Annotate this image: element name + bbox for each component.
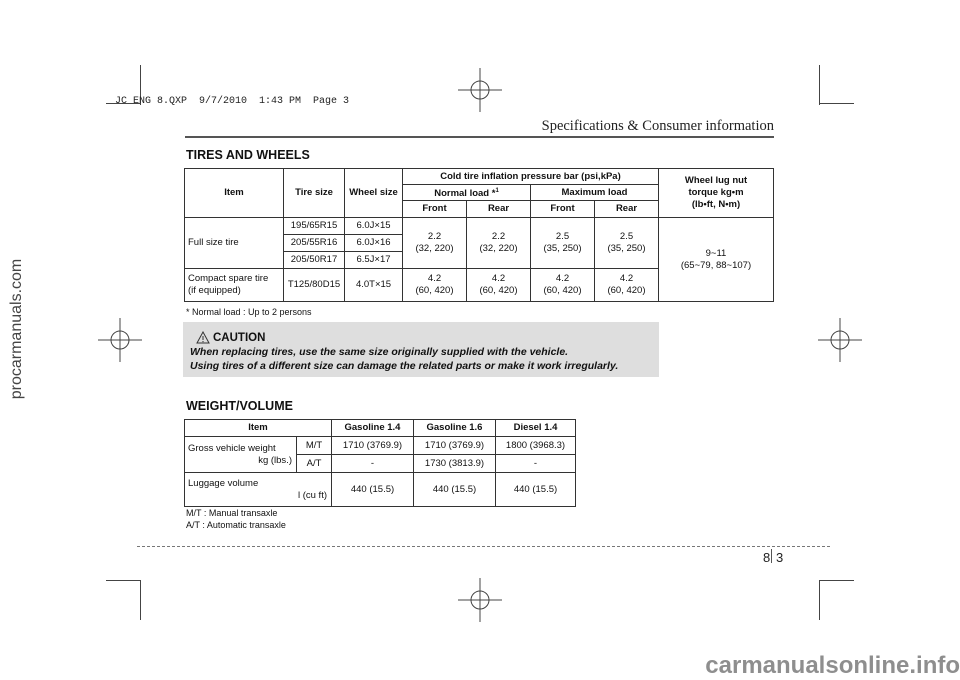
side-watermark: procarmanuals.com (8, 258, 25, 400)
value-line: Compact spare tire (188, 273, 269, 285)
weight-table (184, 419, 576, 507)
value-line: 2.5 (619, 231, 634, 243)
header-rule (185, 136, 774, 138)
full-size-wheel-size: 6.0J×16 (345, 235, 403, 252)
section-header-title: Specifications & Consumer information (541, 118, 774, 134)
value-line: (32, 220) (479, 243, 518, 255)
value-line: (35, 250) (543, 243, 582, 255)
caution-box (183, 322, 659, 377)
print-slug: JC ENG 8.QXP 9/7/2010 1:43 PM Page 3 (115, 96, 350, 107)
value-line: kg (lbs.) (258, 454, 292, 466)
full-size-tire-label: Full size tire (185, 218, 284, 269)
weight-value: 1730 (3813.9) (414, 455, 496, 473)
value-line: 4.2 (555, 273, 570, 285)
value-line: l (cu ft) (297, 489, 327, 501)
tires-header-tire-size: Tire size (284, 169, 345, 218)
weight-header-gasoline-16: Gasoline 1.6 (414, 420, 496, 437)
value-line: 2.5 (555, 231, 570, 243)
transaxle-note-automatic: A/T : Automatic transaxle (186, 520, 286, 530)
normal-load-label: Normal load * (434, 188, 496, 200)
value-line: Luggage volume (188, 477, 259, 489)
value-line: Gross vehicle weight (188, 442, 276, 454)
value-line: (60, 420) (543, 285, 582, 297)
full-size-max-rear (595, 218, 659, 269)
value-line: (65~79, 88~107) (680, 259, 752, 271)
caution-line-2: Using tires of a different size can damage the related parts or make it work irregularly. (190, 360, 619, 372)
value-line: (35, 250) (607, 243, 646, 255)
registration-mark-left-icon (95, 315, 145, 365)
normal-load-footnote-mark: 1 (495, 188, 499, 194)
luggage-value: 440 (15.5) (496, 473, 576, 507)
weight-section-title: WEIGHT/VOLUME (186, 399, 293, 413)
weight-value: 1800 (3968.3) (496, 437, 576, 455)
page-number: 3 (776, 550, 784, 565)
value-line: 9~11 (705, 247, 727, 259)
gross-vehicle-weight-label (185, 437, 297, 473)
tires-header-normal-front: Front (403, 201, 467, 218)
value-line: (60, 420) (607, 285, 646, 297)
full-size-normal-rear (467, 218, 531, 269)
weight-value: 1710 (3769.9) (414, 437, 496, 455)
full-size-tire-size: 205/50R17 (284, 252, 345, 269)
tires-footnote: * Normal load : Up to 2 persons (186, 307, 312, 317)
footer-rule (137, 546, 830, 547)
full-size-tire-size: 205/55R16 (284, 235, 345, 252)
value-line: 2.2 (491, 231, 506, 243)
tires-header-item: Item (185, 169, 284, 218)
value-line: 4.2 (491, 273, 506, 285)
luggage-value: 440 (15.5) (414, 473, 496, 507)
transaxle-type: M/T (297, 437, 332, 455)
spare-normal-front (403, 269, 467, 302)
bottom-watermark: carmanualsonline.info (705, 652, 960, 679)
full-size-wheel-size: 6.0J×15 (345, 218, 403, 235)
value-line: 2.2 (427, 231, 442, 243)
chapter-number: 8 (763, 550, 771, 565)
full-size-normal-front (403, 218, 467, 269)
value-line: 4.2 (427, 273, 442, 285)
weight-value: - (332, 455, 414, 473)
registration-mark-right-icon (815, 315, 865, 365)
tires-header-max-rear: Rear (595, 201, 659, 218)
registration-mark-bottom-icon (455, 575, 505, 625)
transaxle-note-manual: M/T : Manual transaxle (186, 508, 278, 518)
full-size-tire-size: 195/65R15 (284, 218, 345, 235)
registration-mark-top-icon (455, 65, 505, 115)
spare-max-front (531, 269, 595, 302)
spare-tire-size: T125/80D15 (284, 269, 345, 302)
tires-header-normal-rear: Rear (467, 201, 531, 218)
full-size-max-front (531, 218, 595, 269)
spare-wheel-size: 4.0T×15 (345, 269, 403, 302)
tires-header-normal-load (403, 185, 531, 201)
weight-header-diesel-14: Diesel 1.4 (496, 420, 576, 437)
value-line: (60, 420) (415, 285, 454, 297)
tires-header-wheel-size: Wheel size (345, 169, 403, 218)
full-size-wheel-size: 6.5J×17 (345, 252, 403, 269)
page-number-divider (771, 549, 772, 563)
weight-value: - (496, 455, 576, 473)
spare-tire-label (185, 269, 284, 302)
tires-table (184, 168, 774, 302)
tires-section-title: TIRES AND WHEELS (186, 148, 310, 162)
tires-header-lug-nut (659, 169, 774, 218)
spare-normal-rear (467, 269, 531, 302)
lug-nut-header-line3: (lb•ft, N•m) (691, 199, 741, 211)
value-line: (if equipped) (188, 285, 241, 297)
tires-header-max-front: Front (531, 201, 595, 218)
lug-nut-torque-value (659, 218, 774, 302)
warning-triangle-icon (196, 331, 210, 344)
value-line: (60, 420) (479, 285, 518, 297)
value-line: (32, 220) (415, 243, 454, 255)
tires-header-cold-pressure: Cold tire inflation pressure bar (psi,kPa) (403, 169, 659, 185)
weight-header-gasoline-14: Gasoline 1.4 (332, 420, 414, 437)
luggage-value: 440 (15.5) (332, 473, 414, 507)
tires-header-max-load: Maximum load (531, 185, 659, 201)
weight-header-item: Item (185, 420, 332, 437)
caution-line-1: When replacing tires, use the same size originally supplied with the vehicle. (190, 346, 569, 358)
value-line: 4.2 (619, 273, 634, 285)
transaxle-type: A/T (297, 455, 332, 473)
caution-title: CAUTION (213, 332, 266, 344)
weight-value: 1710 (3769.9) (332, 437, 414, 455)
spare-max-rear (595, 269, 659, 302)
lug-nut-header-line2: torque kg•m (688, 187, 744, 199)
luggage-volume-label (185, 473, 332, 507)
lug-nut-header-line1: Wheel lug nut (684, 175, 748, 187)
